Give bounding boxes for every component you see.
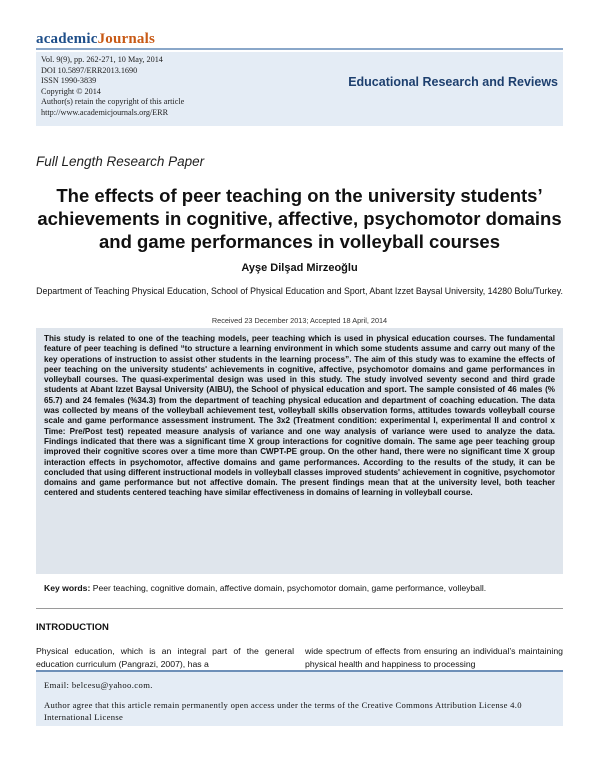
footer-license: Author agree that this article remain permanently open access under the terms of the Creative Commons Attribution License 4.0 International License [44,700,522,722]
logo-text-academic: academic [36,31,98,47]
keywords-divider [36,608,563,609]
journal-url-link[interactable]: http://www.academicjournals.org/ERR [41,107,169,117]
keywords-label: Key words: [44,583,91,593]
keywords-list: Peer teaching, cognitive domain, affective domain, psychomotor domain, game performance, volleyball. [92,583,487,593]
logo-text-journals: Journals [97,31,156,47]
introduction-heading: INTRODUCTION [36,622,109,633]
footer-email[interactable]: Email: belcesu@yahoo.com. [44,680,153,690]
journal-logo [36,31,155,48]
issn-line: ISSN 1990-3839 [41,76,97,85]
body-column-left: Physical education, which is an integral part of the general education curriculum (Pangrazi, 2007), has a [36,646,294,669]
body-column-right: wide spectrum of effects from ensuring an individual’s maintaining physical health and happiness to processing [305,646,563,669]
volume-line: Vol. 9(9), pp. 262-271, 10 May, 2014 [41,55,163,64]
copyright-line: Copyright © 2014 [41,86,101,96]
received-dates: Received 23 December 2013; Accepted 18 April, 2014 [211,316,388,325]
paper-type-label: Full Length Research Paper [36,154,205,169]
author-name: Ayşe Dilşad Mirzeoğlu [241,262,358,274]
keywords-section [44,583,555,594]
article-title: The effects of peer teaching on the university students’ achievements in cognitive, affective, psychomotor domains and game performances in volleyball courses [37,185,562,252]
header-divider [36,48,563,50]
journal-name: Educational Research and Reviews [348,75,558,89]
author-affiliation: Department of Teaching Physical Education, School of Physical Education and Sport, Abant Izzet Baysal University, 14280 Bolu/Turkey. [36,286,563,296]
publication-metadata [41,55,184,118]
abstract-text: This study is related to one of the teaching models, peer teaching which is used in physical education courses. The fundamental feature of peer teaching is defined “to structure a learning environment in which some students assume and carry out many of the key operations of instruction to assist other students in the learning process”. The aim of this study was to examine the effects of peer teaching on the university students' achievements in cognitive, affective, psychomotor domains and game performances in volleyball courses. The quasi-experimental design was used in this study. The study involved seventy second and third grade students at Abant Izzet Baysal University (AIBU), the School of physical education and sport. The sample consisted of 46 males (% 65.7) and 24 females (%34.3) from the department of teaching physical education and department of coaching education. The data was collected by means of the volleyball achievement test, volleyball skills observation forms, attitudes towards volleyball course scale and game performance assessment instrument. The 3x2 (Treatment condition: experimental I, experimental II and control x Time: Pre/Post test) repeated measure analysis of variance and one way analysis of variance were used to analyze the data. Findings indicated that there was a significant time X group interactions for cognitive domain. The same age peer teaching group improved their cognitive scores over a time more than CWPT-PE group. On the other hand, there were no significant time X group interaction effects in psychomotor, affective domains and game performances. According to the results of the study, it can be concluded that using different instructional models in volleyball classes improved students' achievement in cognitive, psychomotor domains and game performance but not affective domain. The present findings mean that at the university level, both teacher centered and students centered teaching have similar effectiveness in domains of learning in volleyball course. [44,334,555,498]
rights-line: Author(s) retain the copyright of this article [41,97,185,106]
doi-line: DOI 10.5897/ERR2013.1690 [41,65,138,75]
